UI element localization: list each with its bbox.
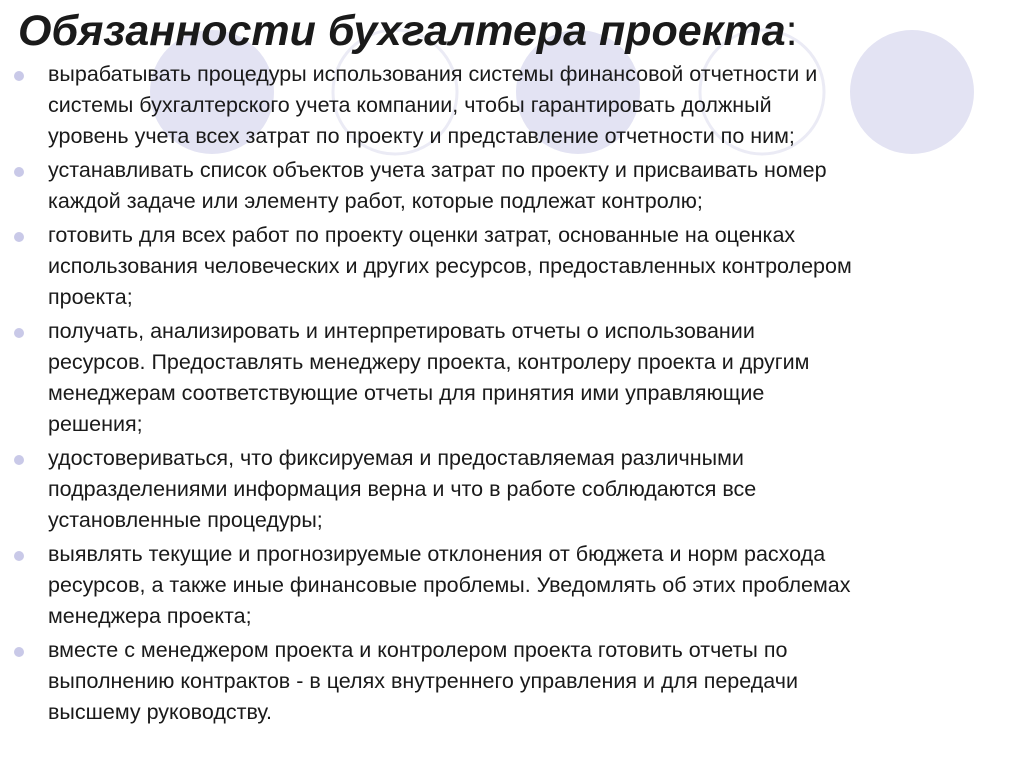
bullet-dot-icon [14,328,24,338]
list-item [0,443,1024,536]
slide-title-text: Обязанности бухгалтера проекта [18,7,786,55]
slide-title [18,4,1018,58]
list-item [0,316,1024,440]
bullet-dot-icon [14,455,24,465]
list-item [0,635,1024,728]
bullet-dot-icon [14,232,24,242]
list-item [0,59,1024,152]
list-item-text: вместе с менеджером проекта и контролером проекта готовить отчеты по выполнению контрактов - в целях внутреннего управления и для передачи высшему руководству. [48,638,798,724]
responsibilities-list [0,59,1024,731]
bullet-dot-icon [14,167,24,177]
bullet-dot-icon [14,71,24,81]
list-item [0,155,1024,217]
list-item-text: удостовериваться, что фиксируемая и предоставляемая различными подразделениями информация верна и что в работе соблюдаются все установленные процедуры; [48,446,757,532]
list-item-text: вырабатывать процедуры использования системы финансовой отчетности и системы бухгалтерского учета компании, чтобы гарантировать должный уровень учета всех затрат по проекту и представление отчетности по ним; [48,62,818,148]
slide-title-colon: : [785,7,798,55]
list-item-text: устанавливать список объектов учета затрат по проекту и присваивать номер каждой задаче или элементу работ, которые подлежат контролю; [48,158,827,213]
list-item [0,539,1024,632]
list-item [0,220,1024,313]
bullet-dot-icon [14,647,24,657]
list-item-text: получать, анализировать и интерпретировать отчеты о использовании ресурсов. Предоставлять менеджеру проекта, контролеру проекта и другим менеджерам соответствующие отчеты для принятия ими управляющие решения; [48,319,810,436]
list-item-text: выявлять текущие и прогнозируемые отклонения от бюджета и норм расхода ресурсов, а также иные финансовые проблемы. Уведомлять об этих проблемах менеджера проекта; [48,542,851,628]
bullet-dot-icon [14,551,24,561]
list-item-text: готовить для всех работ по проекту оценки затрат, основанные на оценках использования человеческих и других ресурсов, предоставленных контролером проекта; [48,223,852,309]
